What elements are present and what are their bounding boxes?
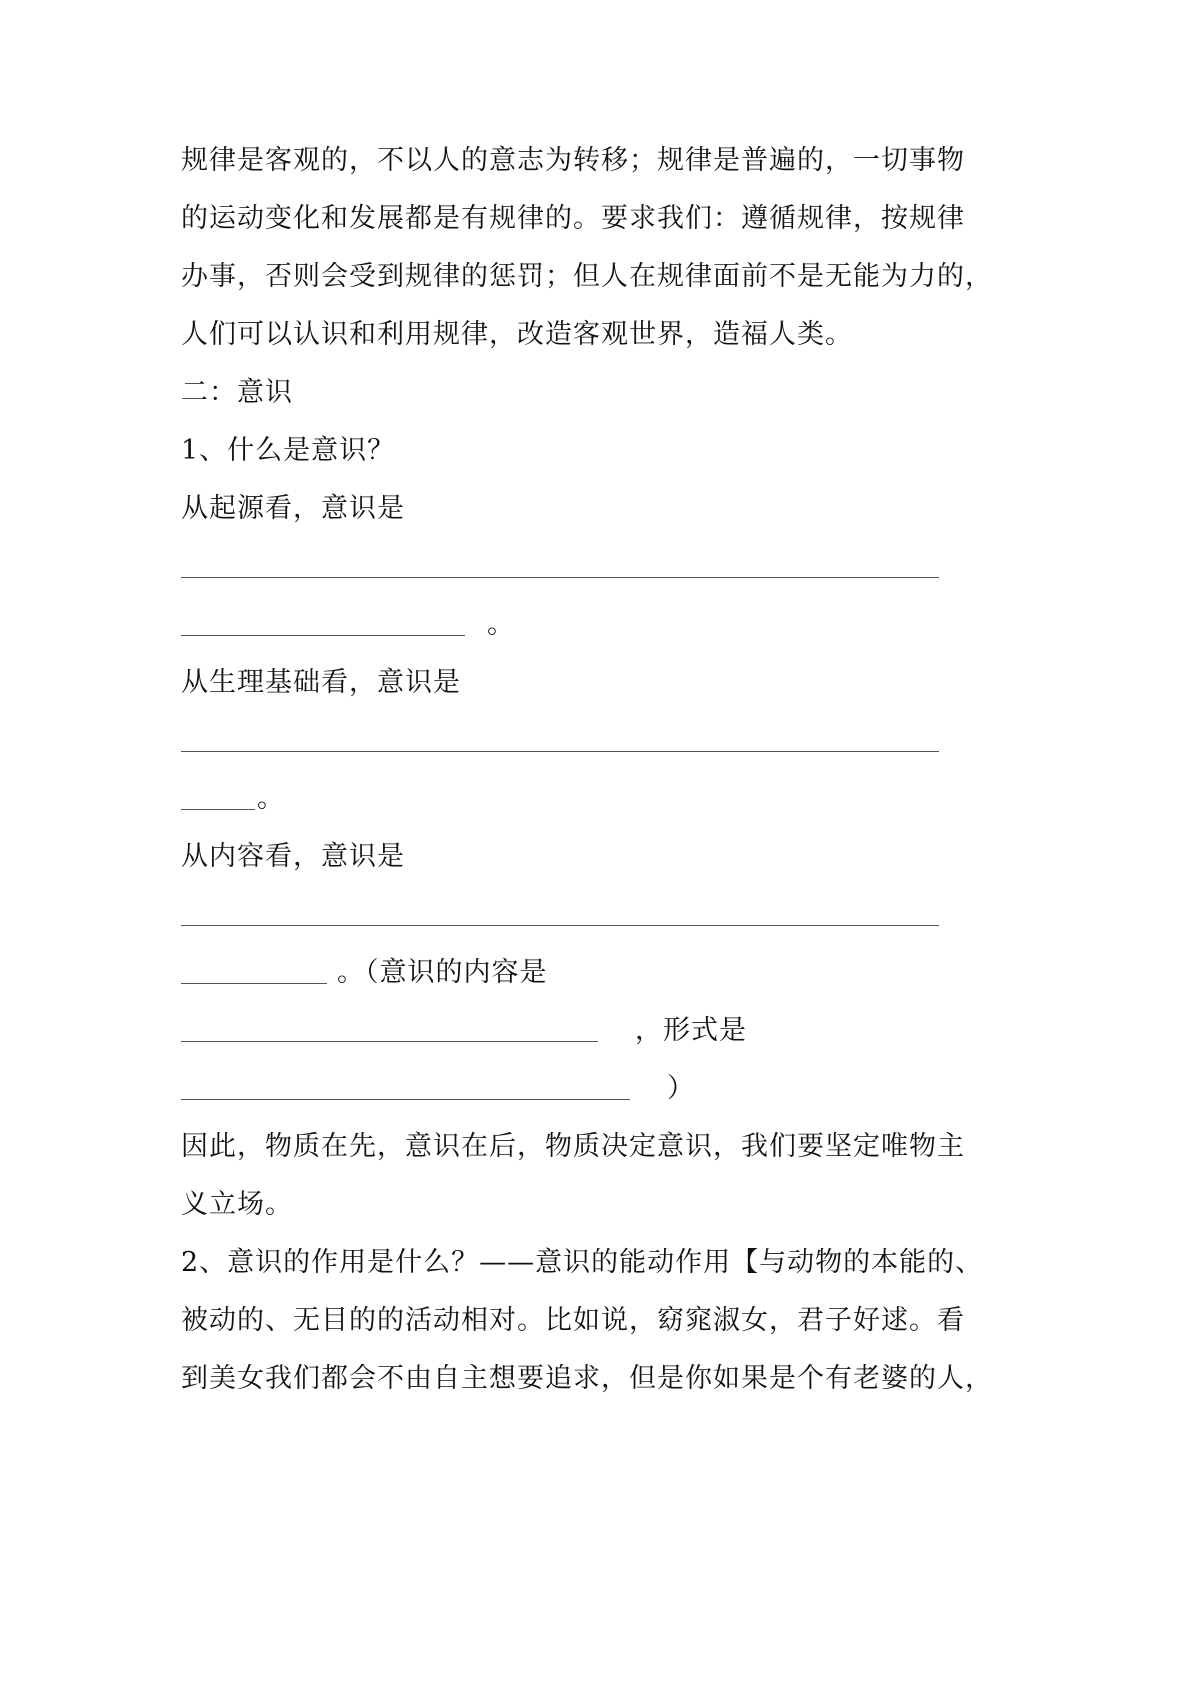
fill-in-blank-line <box>181 577 939 578</box>
close-paren: ） <box>667 1073 695 1104</box>
paragraph-line: 的运动变化和发展都是有规律的。要求我们：遵循规律，按规律 <box>181 203 965 234</box>
form-prompt: ，形式是 <box>635 1015 747 1046</box>
paragraph-line: 到美女我们都会不由自主想要追求，但是你如果是个有老婆的人， <box>181 1363 993 1394</box>
fill-in-blank-line <box>181 809 255 810</box>
fill-in-blank-line <box>181 1041 598 1042</box>
fill-in-blank-line <box>181 983 327 984</box>
fill-in-blank-line <box>181 925 939 926</box>
section-heading: 二：意识 <box>181 377 293 408</box>
period: 。 <box>487 609 515 640</box>
content-prompt: 从内容看，意识是 <box>181 841 405 872</box>
paragraph-line: 办事，否则会受到规律的惩罚；但人在规律面前不是无能为力的， <box>181 261 993 292</box>
question-line: 2、意识的作用是什么？——意识的能动作用【与动物的本能的、 <box>181 1247 984 1278</box>
question-heading: 1、什么是意识？ <box>181 435 396 466</box>
fill-in-blank-line <box>181 751 939 752</box>
fill-in-blank-line <box>181 635 465 636</box>
content-note: 。（意识的内容是 <box>337 957 548 988</box>
period: 。 <box>257 783 285 814</box>
conclusion-line: 义立场。 <box>181 1189 293 1220</box>
paragraph-line: 人们可以认识和利用规律，改造客观世界，造福人类。 <box>181 319 853 350</box>
paragraph-line: 被动的、无目的的活动相对。比如说，窈窕淑女，君子好逑。看 <box>181 1305 965 1336</box>
conclusion-line: 因此，物质在先，意识在后，物质决定意识，我们要坚定唯物主 <box>181 1131 965 1162</box>
origin-prompt: 从起源看，意识是 <box>181 493 405 524</box>
physiology-prompt: 从生理基础看，意识是 <box>181 667 461 698</box>
fill-in-blank-line <box>181 1099 630 1100</box>
paragraph-line: 规律是客观的，不以人的意志为转移；规律是普遍的，一切事物 <box>181 145 965 176</box>
